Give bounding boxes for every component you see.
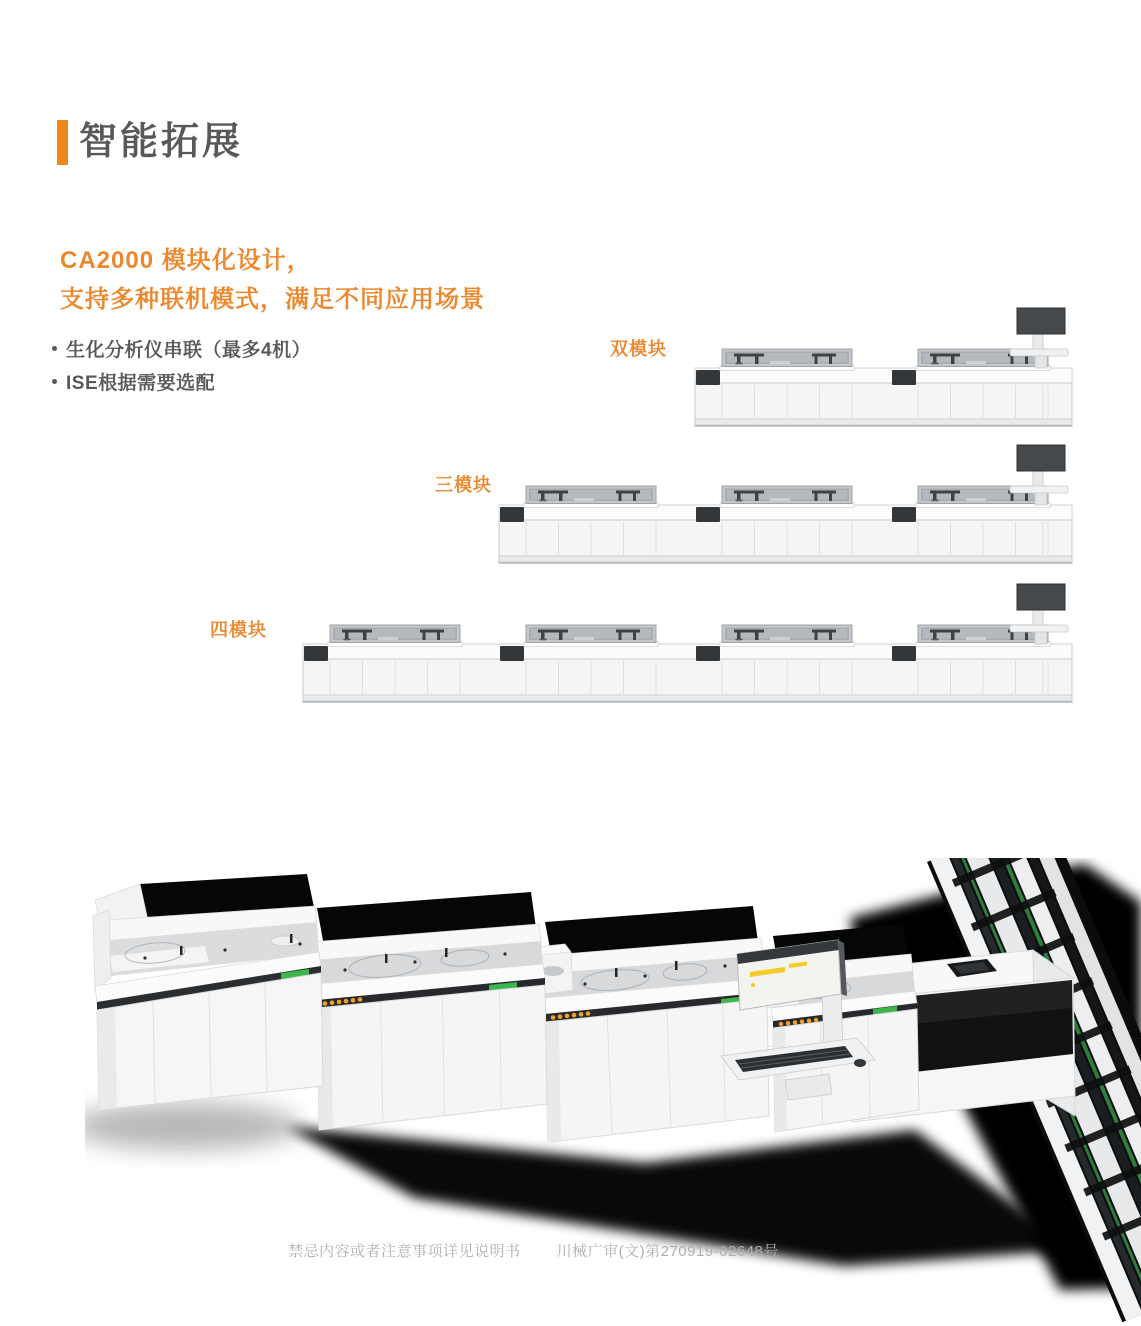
footer-disclaimer [0,1240,1104,1261]
footer-notice: 禁忌内容或者注意事项详见说明书 [288,1243,521,1260]
footer-approval-number: 川械广审(文)第270919-02648号 [556,1243,779,1260]
title-accent-bar [57,120,68,165]
diagram-label-dual-module: 双模块 [610,339,667,359]
analyzer-module-3 [539,906,769,1142]
analyzer-module-2 [311,892,547,1130]
bullet-dot-icon [52,346,57,351]
lead-heading [60,241,485,319]
analyzer-schematic-quad [302,578,1073,705]
diagram-label-quad-module: 四模块 [210,620,267,640]
feature-text: ISE根据需要选配 [66,373,216,394]
section-title [57,118,243,166]
lead-line-2: 支持多种联机模式，满足不同应用场景 [60,286,485,313]
diagram-label-triple-module: 三模块 [435,475,492,495]
analyzer-schematic-triple [498,439,1073,566]
feature-list [52,336,311,402]
analyzer-module-1 [93,874,323,1110]
lead-line-1: CA2000 模块化设计， [60,247,312,274]
mouse [854,1059,866,1067]
bullet-dot-icon [52,379,57,384]
analyzer-schematic-dual [694,302,1073,429]
feature-text: 生化分析仪串联（最多4机） [66,340,312,361]
feature-item [52,369,311,394]
feature-item [52,336,311,361]
page-title: 智能拓展 [79,121,244,163]
